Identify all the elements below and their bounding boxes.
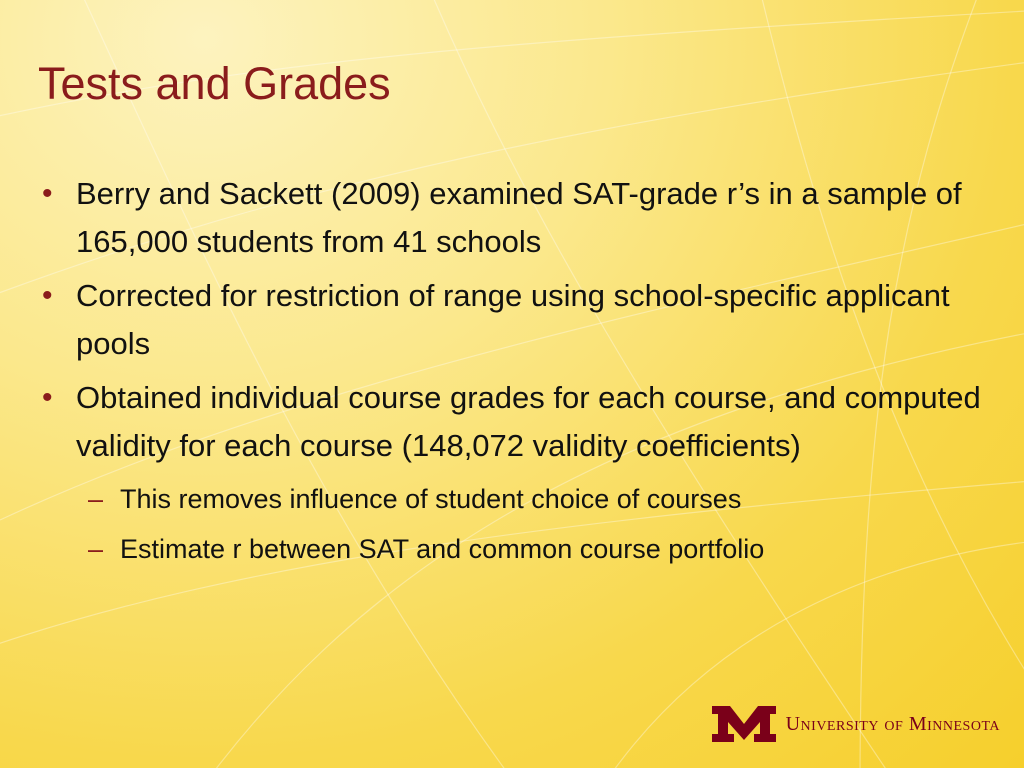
bullet-list bbox=[40, 170, 1000, 580]
sub-bullet-text: Estimate r between SAT and common course portfolio bbox=[120, 534, 765, 564]
dash-glyph: – bbox=[88, 534, 104, 564]
bullet-item bbox=[40, 170, 1000, 266]
bullet-glyph: • bbox=[42, 381, 53, 414]
bullet-text: Obtained individual course grades for each course, and computed validity for each course (148,072 validity coefficients) bbox=[76, 380, 981, 463]
bullet-item bbox=[40, 272, 1000, 368]
sub-bullet-item bbox=[76, 474, 1000, 524]
bullet-glyph: • bbox=[42, 177, 53, 210]
bullet-text: Berry and Sackett (2009) examined SAT-grade r’s in a sample of 165,000 students from 41 schools bbox=[76, 176, 962, 259]
university-logo bbox=[712, 706, 1000, 742]
bullet-item bbox=[40, 374, 1000, 574]
logo-text: University of Minnesota bbox=[785, 712, 1000, 735]
slide-title: Tests and Grades bbox=[38, 58, 391, 109]
block-m-logo-icon bbox=[712, 706, 776, 742]
bullet-text: Corrected for restriction of range using school-specific applicant pools bbox=[76, 278, 950, 361]
sub-bullet-text: This removes influence of student choice of courses bbox=[120, 484, 742, 514]
sub-bullet-item bbox=[76, 524, 1000, 574]
bullet-glyph: • bbox=[42, 279, 53, 312]
dash-glyph: – bbox=[88, 484, 104, 514]
sub-bullet-list bbox=[76, 474, 1000, 574]
